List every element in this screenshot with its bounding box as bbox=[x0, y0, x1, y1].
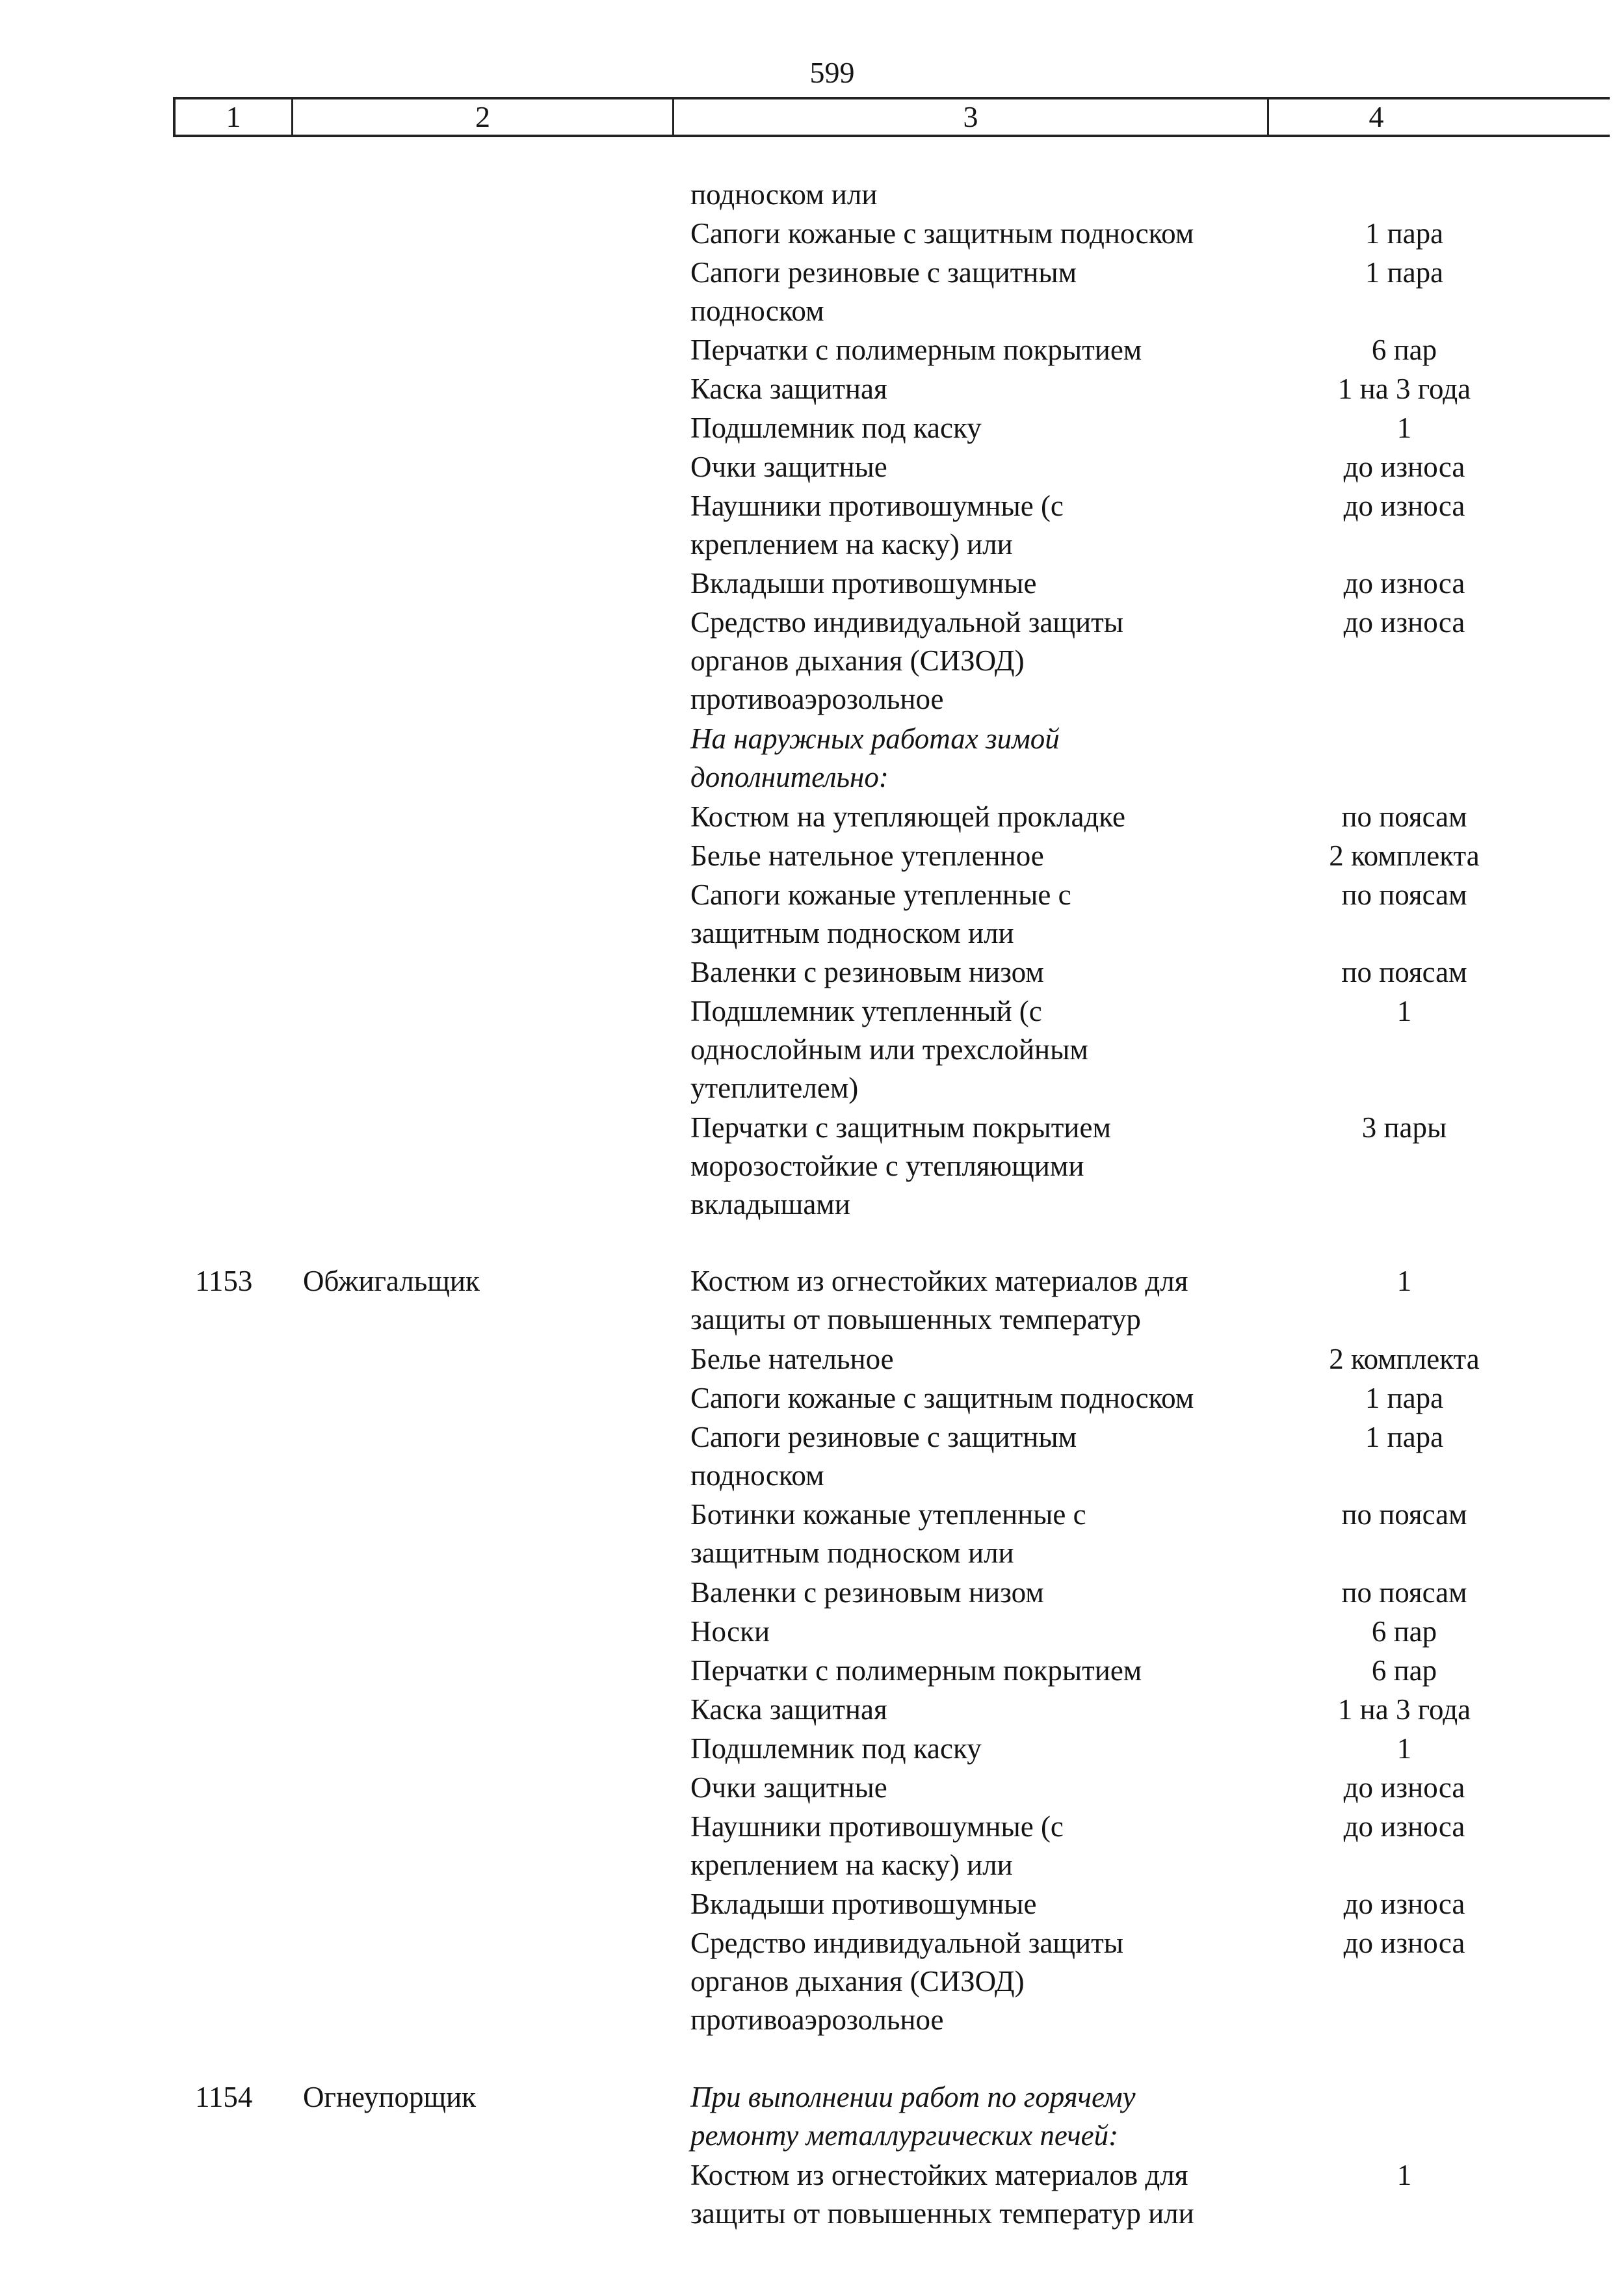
issue-norm: 6 пар bbox=[1371, 1615, 1437, 1648]
issue-norm: до износа bbox=[1343, 1771, 1465, 1804]
ppe-item-line: Каска защитная bbox=[690, 1693, 887, 1726]
ppe-item bbox=[690, 1691, 1289, 1729]
ppe-item bbox=[690, 837, 1289, 875]
ppe-item-line: защиты от повышенных температур или bbox=[690, 2197, 1194, 2230]
ppe-item-line: подноском bbox=[690, 1459, 824, 1492]
ppe-item-line: Наушники противошумные (с bbox=[690, 1810, 1064, 1843]
column-header-3: 3 bbox=[963, 100, 978, 133]
ppe-item bbox=[690, 1574, 1289, 1612]
issue-norm: до износа bbox=[1343, 567, 1465, 600]
ppe-item-line: защитным подноском или bbox=[690, 1537, 1014, 1569]
ppe-item bbox=[690, 1109, 1289, 1224]
ppe-item-line: органов дыхания (СИЗОД) bbox=[690, 1965, 1025, 1998]
ppe-item-line: Средство индивидуальной защиты bbox=[690, 1927, 1124, 1959]
ppe-item bbox=[690, 448, 1289, 486]
ppe-item bbox=[690, 798, 1289, 836]
ppe-item-line: дополнительно: bbox=[690, 761, 889, 793]
ppe-item bbox=[690, 1379, 1289, 1418]
ppe-item-line: На наружных работах зимой bbox=[690, 722, 1060, 755]
ppe-item bbox=[690, 992, 1289, 1107]
ppe-item-line: Ботинки кожаные утепленные с bbox=[690, 1498, 1086, 1531]
ppe-item bbox=[690, 1652, 1289, 1690]
ppe-item bbox=[690, 1613, 1289, 1651]
ppe-item bbox=[690, 215, 1289, 253]
ppe-item bbox=[690, 603, 1289, 719]
ppe-item-line: Очки защитные bbox=[690, 451, 887, 483]
ppe-item-line: морозостойкие с утепляющими bbox=[690, 1150, 1084, 1182]
ppe-item-line: Носки bbox=[690, 1615, 770, 1648]
ppe-item bbox=[690, 1924, 1289, 2039]
ppe-item-line: Очки защитные bbox=[690, 1771, 887, 1804]
ppe-item-line: Валенки с резиновым низом bbox=[690, 1576, 1044, 1609]
ppe-item bbox=[690, 254, 1289, 330]
occupation-name: Обжигальщик bbox=[303, 1265, 480, 1297]
occupation-name: Огнеупорщик bbox=[303, 2081, 477, 2113]
issue-norm: 1 на 3 года bbox=[1337, 1693, 1471, 1726]
ppe-item-line: утеплителем) bbox=[690, 1072, 859, 1104]
ppe-item-line: подноском bbox=[690, 295, 824, 327]
ppe-item-line: Перчатки с защитным покрытием bbox=[690, 1111, 1111, 1144]
ppe-item-line: Каска защитная bbox=[690, 373, 887, 405]
ppe-item-line: органов дыхания (СИЗОД) bbox=[690, 644, 1025, 677]
issue-norm: 3 пары bbox=[1361, 1111, 1447, 1144]
issue-norm: 1 bbox=[1396, 995, 1412, 1027]
ppe-item bbox=[690, 564, 1289, 603]
issue-norm: 1 пара bbox=[1365, 1421, 1444, 1453]
issue-norm: 1 bbox=[1396, 412, 1412, 444]
ppe-item-line: креплением на каску) или bbox=[690, 528, 1013, 561]
ppe-item-line: Подшлемник под каску bbox=[690, 1732, 982, 1765]
column-header-2: 2 bbox=[475, 100, 490, 133]
issue-norm: 1 bbox=[1396, 2159, 1412, 2191]
ppe-item-line: Костюм из огнестойких материалов для bbox=[690, 2159, 1188, 2191]
ppe-item bbox=[690, 1340, 1289, 1379]
ppe-item-line: креплением на каску) или bbox=[690, 1849, 1013, 1881]
ppe-item-line: Валенки с резиновым низом bbox=[690, 956, 1044, 988]
ppe-item bbox=[690, 1496, 1289, 1572]
issue-norm: 1 пара bbox=[1365, 256, 1444, 289]
ppe-item bbox=[690, 1885, 1289, 1923]
ppe-item-line: подноском или bbox=[690, 178, 878, 211]
column-header-4: 4 bbox=[1369, 100, 1384, 133]
page-number: 599 bbox=[809, 56, 855, 89]
ppe-item bbox=[690, 876, 1289, 953]
issue-norm: 1 bbox=[1396, 1732, 1412, 1765]
issue-norm: 2 комплекта bbox=[1329, 1343, 1480, 1375]
issue-norm: по поясам bbox=[1341, 1576, 1467, 1609]
ppe-item-line: Белье нательное bbox=[690, 1343, 894, 1375]
issue-norm: до износа bbox=[1343, 1888, 1465, 1920]
ppe-item bbox=[690, 176, 1289, 214]
row-number: 1153 bbox=[195, 1265, 253, 1297]
ppe-item-line: вкладышами bbox=[690, 1188, 850, 1221]
ppe-item-line: Перчатки с полимерным покрытием bbox=[690, 1654, 1142, 1687]
ppe-item-line: Вкладыши противошумные bbox=[690, 567, 1037, 600]
ppe-item-line: Костюм на утепляющей прокладке bbox=[690, 800, 1126, 833]
ppe-item-line: Костюм из огнестойких материалов для bbox=[690, 1265, 1188, 1297]
ppe-item-line: Сапоги резиновые с защитным bbox=[690, 1421, 1077, 1453]
issue-norm: до износа bbox=[1343, 1927, 1465, 1959]
ppe-item bbox=[690, 1769, 1289, 1807]
ppe-item bbox=[690, 1730, 1289, 1768]
ppe-item bbox=[690, 720, 1289, 797]
ppe-item-line: защитным подноском или bbox=[690, 917, 1014, 949]
ppe-item-line: Подшлемник утепленный (с bbox=[690, 995, 1042, 1027]
row-number: 1154 bbox=[195, 2081, 253, 2113]
ppe-item-line: защиты от повышенных температур bbox=[690, 1303, 1141, 1336]
issue-norm: 2 комплекта bbox=[1329, 839, 1480, 872]
ppe-item-line: противоаэрозольное bbox=[690, 683, 944, 715]
ppe-item-line: Сапоги резиновые с защитным bbox=[690, 256, 1077, 289]
issue-norm: по поясам bbox=[1341, 956, 1467, 988]
ppe-item-line: ремонту металлургических печей: bbox=[690, 2119, 1119, 2152]
ppe-item bbox=[690, 2156, 1289, 2233]
ppe-item-line: Белье нательное утепленное bbox=[690, 839, 1044, 872]
ppe-item bbox=[690, 409, 1289, 447]
ppe-item bbox=[690, 1418, 1289, 1495]
ppe-item-line: Перчатки с полимерным покрытием bbox=[690, 334, 1142, 366]
issue-norm: 6 пар bbox=[1371, 1654, 1437, 1687]
issue-norm: 1 bbox=[1396, 1265, 1412, 1297]
ppe-item-line: Наушники противошумные (с bbox=[690, 490, 1064, 522]
column-header-row bbox=[173, 97, 1610, 137]
issue-norm: 1 на 3 года bbox=[1337, 373, 1471, 405]
ppe-item bbox=[690, 331, 1289, 369]
ppe-item bbox=[690, 487, 1289, 564]
ppe-item-line: противоаэрозольное bbox=[690, 2003, 944, 2036]
ppe-item-line: При выполнении работ по горячему bbox=[690, 2081, 1136, 2113]
issue-norm: 1 пара bbox=[1365, 1382, 1444, 1414]
ppe-item bbox=[690, 370, 1289, 408]
issue-norm: до износа bbox=[1343, 490, 1465, 522]
ppe-item-line: Сапоги кожаные с защитным подноском bbox=[690, 1382, 1194, 1414]
issue-norm: 1 пара bbox=[1365, 217, 1444, 250]
issue-norm: до износа bbox=[1343, 606, 1465, 639]
issue-norm: до износа bbox=[1343, 451, 1465, 483]
column-header-1: 1 bbox=[226, 100, 241, 133]
ppe-item bbox=[690, 1808, 1289, 1884]
ppe-item-line: Сапоги кожаные с защитным подноском bbox=[690, 217, 1194, 250]
issue-norm: по поясам bbox=[1341, 800, 1467, 833]
issue-norm: до износа bbox=[1343, 1810, 1465, 1843]
ppe-item-line: Вкладыши противошумные bbox=[690, 1888, 1037, 1920]
ppe-item bbox=[690, 953, 1289, 992]
ppe-item bbox=[690, 2078, 1289, 2155]
issue-norm: по поясам bbox=[1341, 1498, 1467, 1531]
ppe-item-line: Средство индивидуальной защиты bbox=[690, 606, 1124, 639]
ppe-item-line: Сапоги кожаные утепленные с bbox=[690, 878, 1071, 911]
ppe-item bbox=[690, 1262, 1289, 1339]
ppe-item-line: однослойным или трехслойным bbox=[690, 1033, 1088, 1066]
ppe-item-line: Подшлемник под каску bbox=[690, 412, 982, 444]
issue-norm: 6 пар bbox=[1371, 334, 1437, 366]
issue-norm: по поясам bbox=[1341, 878, 1467, 911]
